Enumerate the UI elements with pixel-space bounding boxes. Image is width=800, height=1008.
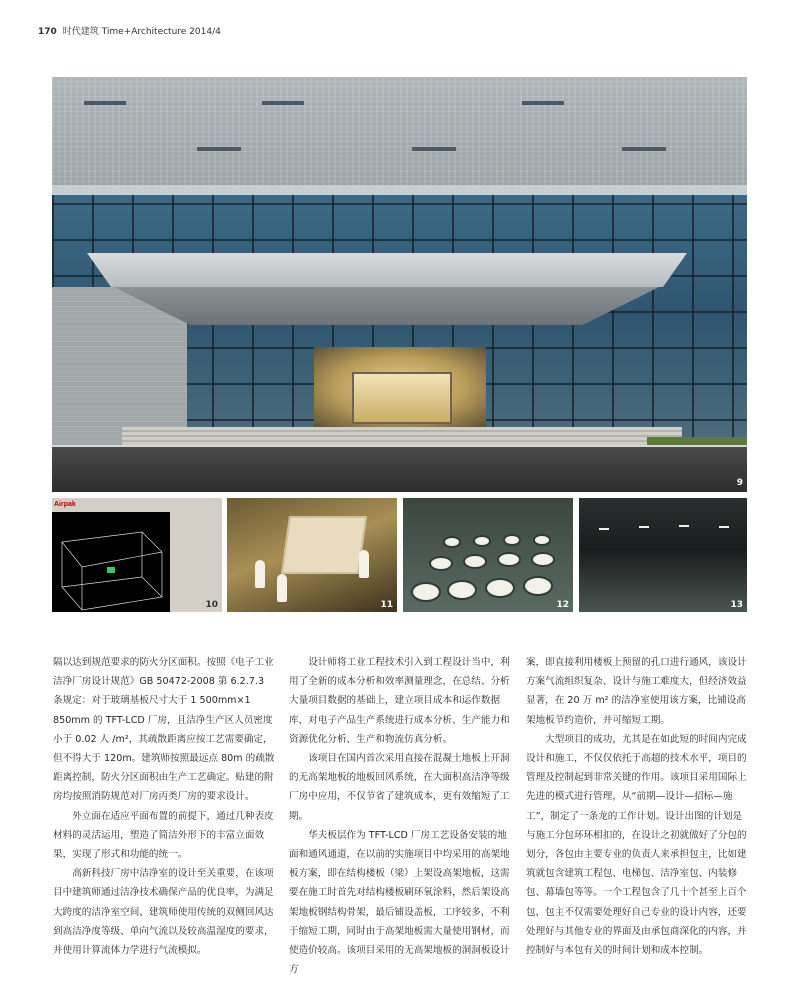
facade-vent (622, 147, 666, 151)
software-toolbar (52, 498, 222, 513)
facade-vent (84, 101, 126, 105)
paragraph: 高新科技厂房中洁净室的设计至关重要，在该项目中建筑师通过洁净技术确保产品的优良率，为满足大跨度的洁净室空间，建筑师使用传统的双侧回风达到高洁净度等级、单向气流以及较高温湿度的要求，并使用计算流体力学进行气流模拟。 (53, 868, 274, 957)
airflow-simulation-screenshot (52, 498, 222, 612)
paragraph: 隔以达到规范要求的防火分区面积。按照《电子工业洁净厂房设计规范》GB 50472-2008 第 6.2.7.3 条规定：对于玻璃基板尺寸大于 1 500mm×1 850mm 的 TFT-LCD 厂房，且洁净生产区人员密度小于 0.02 人 /m²，其疏散距离应按工艺需要确定，但不得大于 120m。建筑师按照最远点 80m 的疏散距离控制，防火分区面积由生产工艺确定。贴建的附房均按照消防规范对厂房丙类厂房的要求设计。 (53, 657, 275, 803)
entrance-canopy (87, 253, 687, 287)
facade-vent (262, 101, 304, 105)
text-column-3 (526, 653, 748, 960)
page-number: 170 (38, 27, 57, 37)
ceiling-light (599, 528, 609, 530)
figure-number: 13 (730, 600, 743, 610)
entrance-door (352, 372, 452, 424)
facade-vent (412, 147, 456, 151)
paragraph: 案，即直接利用楼板上预留的孔口进行通风，该设计方案气流组织复杂、设计与施工难度大，但经济效益显著，在 20 万 m² 的洁净室使用该方案，比铺设高架地板节约造价，并可缩短工期。 (526, 657, 747, 726)
facade-vent (197, 147, 241, 151)
text-column-2 (289, 653, 511, 979)
paragraph: 该项目在国内首次采用直接在混凝土地板上开洞的无高架地板的地板回风系统，在大面积高洁净等级厂房中应用，不仅节省了建筑成本，更有效缩短了工期。 (289, 753, 510, 822)
slab-hole (497, 552, 521, 567)
equipment-crate (281, 516, 367, 574)
figure-number: 10 (205, 600, 218, 610)
facade-band (52, 185, 747, 195)
slab-hole (503, 534, 521, 546)
road (52, 447, 747, 492)
slab-hole (533, 534, 551, 546)
worker (359, 550, 369, 578)
paragraph: 外立面在适应平面布置的前提下，通过几种表皮材料的灵活运用，塑造了简洁外形下的丰富立面效果，实现了形式和功能的统一。 (53, 810, 274, 861)
ceiling-light (679, 525, 689, 527)
slab-hole (429, 556, 453, 571)
software-logo: Airpak (54, 501, 76, 508)
canopy-soffit (114, 287, 659, 325)
entrance-steps (122, 427, 682, 447)
journal-title: 时代建筑 Time+Architecture 2014/4 (62, 27, 221, 37)
ceiling-light (719, 526, 729, 528)
hedge (647, 437, 747, 445)
running-header (38, 24, 221, 37)
software-panel (170, 512, 222, 612)
slab-hole (443, 536, 461, 548)
slab-hole (411, 582, 441, 602)
slab-hole (447, 580, 477, 600)
slab-hole (473, 535, 491, 547)
text-column-1 (53, 653, 275, 960)
worker (255, 560, 265, 588)
waffle-slab-photo (403, 498, 573, 612)
facade-vent (522, 101, 564, 105)
worker (277, 574, 287, 602)
paragraph: 华夫板层作为 TFT-LCD 厂房工艺设备安装的地面和通风通道，在以前的实施项目中均采用的高架地板方案，即在结构楼板（梁）上架设高架地板，这需要在施工时首先对结构楼板刷环氧涂料，然后架设高架地板钢结构骨架，最后铺设盖板，工序较多，不利于缩短工期，同时由于高架地板需大量使用钢材，而使造价较高。该项目采用的无高架地板的洞洞板设计方 (289, 829, 510, 976)
building-facade-photo (52, 77, 747, 492)
paragraph: 大型项目的成功，尤其是在如此短的时间内完成设计和施工，不仅仅依托于高超的技术水平，项目的管理及控制起到非常关键的作用。该项目采用国际上先进的模式进行管理，从“前期—设计—招标—施工”，制定了一条龙的工作计划。设计出图的计划是与施工分包环环相扣的，在设计之初就做好了分包的划分，各包由主要专业的负责人来承担包主，比如建筑就包含建筑工程包、电梯包、洁净室包、内装修包、幕墙包等等。一个工程包含了几十个甚至上百个包，包主不仅需要处理好自己专业的设计内容，还要处理好与其他专业的界面及由承包商深化的内容，并控制好与本包有关的时间计划和成本控制。 (526, 733, 747, 957)
slab-hole (523, 576, 553, 596)
slab-hole (531, 552, 555, 567)
figure-number: 9 (736, 478, 743, 488)
wireframe-model (52, 512, 170, 612)
facade-upper-wall (52, 77, 747, 187)
slab-hole (485, 578, 515, 598)
paragraph: 设计师将工业工程技术引入到工程设计当中，利用了全新的成本分析和效率测量理念，在总结、分析大量项目数据的基础上，建立项目成本和运作数据库，对电子产品生产系统进行成本分析、生产能力和资源优化分析、生产和物流仿真分析。 (289, 657, 510, 745)
ceiling-light (639, 526, 649, 528)
cleanroom-installation-photo (227, 498, 397, 612)
simulation-viewport (52, 512, 170, 612)
slab-hole (463, 554, 487, 569)
figure-number: 12 (556, 600, 569, 610)
subfloor-photo (579, 498, 747, 612)
figure-number: 11 (380, 600, 393, 610)
